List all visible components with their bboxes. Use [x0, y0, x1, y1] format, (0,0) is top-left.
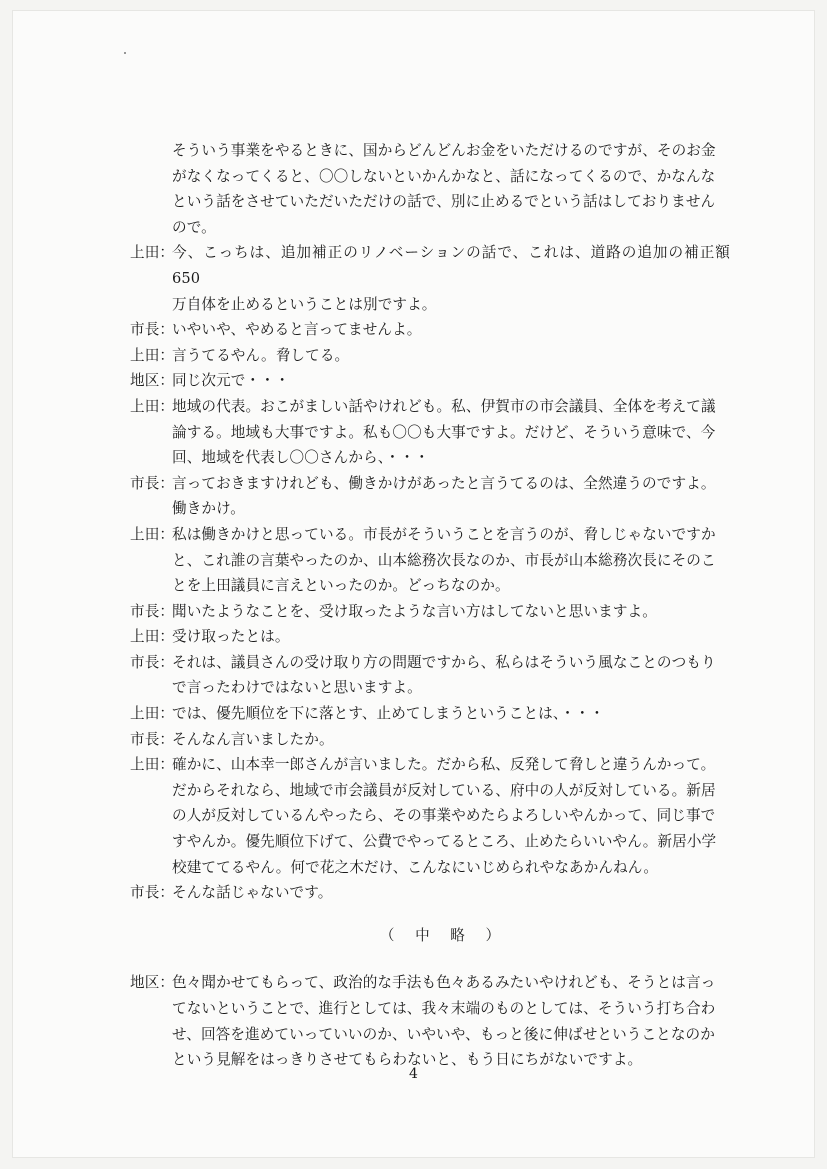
dialogue-entry [130, 471, 730, 522]
speaker-label: 市長： [130, 653, 175, 671]
speaker-label: 市長： [130, 602, 175, 620]
dialogue-entry [130, 343, 730, 369]
utterance-text: 今、こっちは、追加補正のリノベーションの話で、これは、道路の追加の補正額 650 万自体を止めるということは別ですよ。 [172, 244, 730, 313]
dialogue-entry [130, 752, 730, 880]
utterance-text: 言っておきますけれども、働きかけがあったと言うてるのは、全然違うのですよ。 働きかけ。 [172, 474, 716, 518]
utterance-text: それは、議員さんの受け取り方の問題ですから、私らはそういう風なことのつもり で言ったわけではないと思いますよ。 [172, 653, 716, 697]
utterance-text: では、優先順位を下に落とす、止めてしまうということは、・・・ [172, 705, 605, 723]
dialogue-entry [130, 650, 730, 701]
speaker-label: 上田： [130, 628, 175, 646]
continuation-paragraph [130, 138, 730, 240]
utterance-text: そんな話じゃないです。 [172, 884, 333, 902]
utterance-text: 色々聞かせてもらって、政治的な手法も色々あるみたいやけれども、そうとは言っ てないということで、進行としては、我々末端のものとしては、そういう打ち合わ せ、回答を進めていっていいのか、いやいや、もっと後に伸ばせということなのか という見解をはっきりさせてもらわないと、もう日にちがないですよ。 [172, 974, 716, 1069]
dialogue-entry [130, 727, 730, 753]
utterance-text: 確かに、山本幸一郎さんが言いました。だから私、反発して脅しと違うんかって。 だからそれなら、地域で市会議員が反対している、府中の人が反対している。新居 の人が反対しているんやったら、その事業やめたらよろしいやんかって、同じ事で すやんか。優先順位下げて、公費でやってるところ、止めたらいいやん。新居小学 校建ててるやん。何で花之木だけ、こんなにいじめられやなあかんねん。 [172, 756, 717, 876]
dialogue-entry [130, 701, 730, 727]
speaker-label: 上田： [130, 397, 175, 415]
utterance-text: 聞いたようなことを、受け取ったような言い方はしてないと思いますよ。 [172, 602, 657, 620]
dialogue-entry [130, 970, 730, 1072]
speck-mark [124, 52, 126, 54]
speaker-label: 上田： [130, 244, 175, 262]
dialogue-entry [130, 394, 730, 471]
speaker-label: 上田： [130, 705, 175, 723]
dialogue-entry [130, 368, 730, 394]
speaker-label: 上田： [130, 525, 175, 543]
speaker-label: 地区： [130, 974, 175, 992]
speaker-label: 市長： [130, 474, 175, 492]
utterance-text: 言うてるやん。脅してる。 [172, 346, 350, 364]
continuation-text: そういう事業をやるときに、国からどんどんお金をいただけるのですが、そのお金 がなくなってくると、〇〇しないといかんかなと、話になってくるので、かなんな という話をさせていただいただけの話で、別に止めるでという話はしておりません ので。 [172, 142, 716, 236]
speaker-label: 地区： [130, 372, 175, 390]
speaker-label: 市長： [130, 730, 175, 748]
dialogue-entry [130, 880, 730, 906]
utterance-text: 同じ次元で・・・ [172, 372, 290, 390]
utterance-text: 私は働きかけと思っている。市長がそういうことを言うのが、脅しじゃないですか と、これ誰の言葉やったのか、山本総務次長なのか、市長が山本総務次長にそのこ とを上田議員に言えといったのか。どっちなのか。 [172, 525, 716, 595]
page-number: 4 [409, 1066, 418, 1082]
omission-marker: （ 中 略 ） [379, 926, 509, 944]
speaker-label: 市長： [130, 884, 175, 902]
dialogue-entry [130, 624, 730, 650]
utterance-text: そんなん言いましたか。 [172, 730, 334, 748]
speaker-label: 市長： [130, 321, 175, 339]
utterance-text: 地域の代表。おこがましい話やけれども。私、伊賀市の市会議員、全体を考えて議 論する。地域も大事ですよ。私も〇〇も大事ですよ。だけど、そういう意味で、今 回、地域を代表し〇〇さんから、・・・ [172, 397, 716, 467]
utterance-text: 受け取ったとは。 [172, 628, 290, 646]
dialogue-entry [130, 317, 730, 343]
speaker-label: 上田： [130, 756, 175, 774]
dialogue-entry [130, 599, 730, 625]
dialogue-entry [130, 240, 730, 317]
utterance-text: いやいや、やめると言ってませんよ。 [172, 321, 422, 339]
dialogue-entry [130, 522, 730, 599]
speaker-label: 上田： [130, 346, 175, 364]
transcript-body [130, 138, 730, 1073]
